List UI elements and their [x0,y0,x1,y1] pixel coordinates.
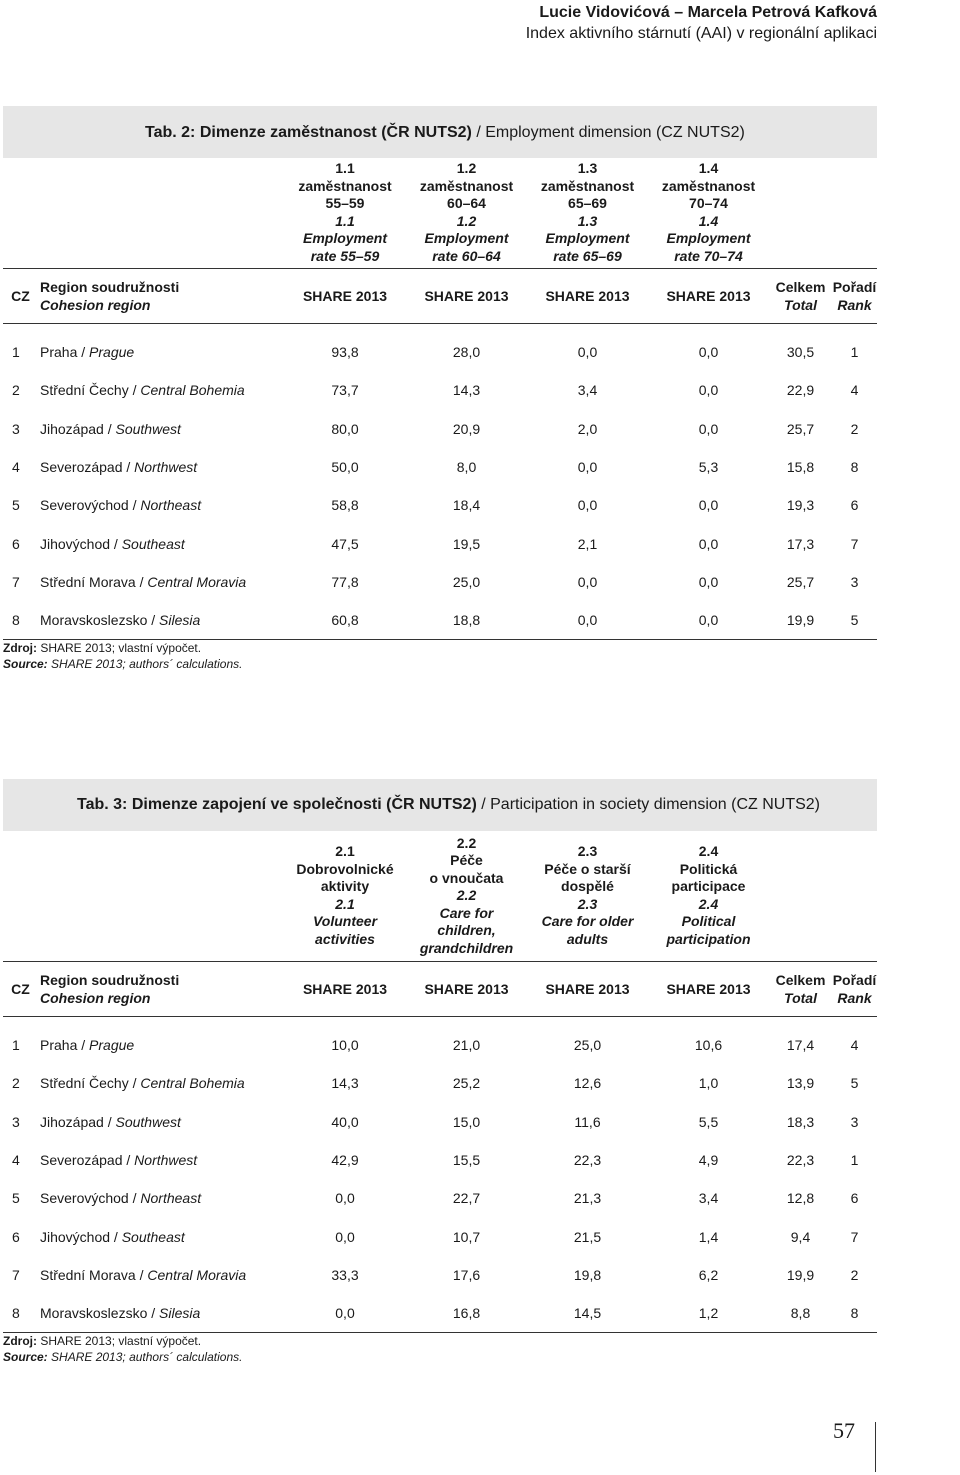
rank-value: 6 [850,497,859,514]
indicator-value: 0,0 [335,1228,355,1245]
table2-source-en [3,656,242,672]
total-value: 17,3 [786,535,815,552]
indicator-value: 0,0 [335,1190,355,1207]
region-name [38,1256,284,1294]
indicator-value: 0,0 [698,344,719,361]
rank-value: 8 [850,459,859,476]
indicator-value: 10,0 [331,1037,359,1054]
table-row [3,601,877,639]
indicator-value: 19,5 [452,535,481,552]
indicator-value: 0,0 [698,573,719,590]
region-name-cz: Jihovýchod / [40,1228,122,1245]
rank-header-en: Rank [837,989,872,1006]
indicator-label-en: Volunteer [312,913,378,930]
rank-value: 8 [832,1294,877,1332]
indicator-label-en: adults [566,930,609,947]
rank-header-en: Rank [837,296,872,313]
indicator-value: 25,0 [452,573,481,590]
row-number: 7 [12,573,20,590]
indicator-value: 12,6 [573,1075,602,1092]
indicator-age-en: rate 60–64 [432,247,501,264]
region-name-cz: Praha / [40,344,90,361]
table2 [3,158,877,640]
indicator-value: 10,6 [694,1037,723,1054]
indicator-code-en: 1.4 [698,212,719,229]
table2-indicator-1 [284,158,406,268]
row-number: 4 [12,1152,20,1169]
total-value: 12,8 [786,1190,815,1207]
table2-source-2: SHARE 2013 [406,268,527,323]
table2-indicator-header-row [3,158,877,268]
table3-rank-header [832,961,877,1016]
region-name-cz: Střední Morava / [40,1266,148,1283]
indicator-name-en: Employment [666,230,751,247]
total-value: 18,3 [786,1113,815,1130]
indicator-value: 77,8 [331,573,359,590]
region-name [38,1179,284,1217]
region-name [38,524,284,562]
table2-source-note [3,640,242,672]
table3-source-1: SHARE 2013 [284,961,406,1016]
table3-indicator-4 [648,831,769,961]
indicator-code: 1.2 [456,160,477,177]
table2-indicator-3 [527,158,648,268]
row-number: 4 [12,459,20,476]
indicator-code: 1.3 [577,160,598,177]
indicator-label-cz: participace [671,878,746,895]
rank-value: 6 [850,1190,859,1207]
indicator-label-en: activities [315,930,375,947]
rank-value: 4 [850,1037,859,1054]
indicator-value: 40,0 [331,1113,359,1130]
region-name [38,371,284,409]
table2-indicator-2 [406,158,527,268]
indicator-value: 33,3 [331,1266,359,1283]
indicator-value: 1,2 [648,1294,769,1332]
indicator-value: 10,7 [452,1228,481,1245]
table2-source-cz [3,640,242,656]
indicator-age: 60–64 [447,195,486,212]
indicator-code: 1.4 [698,160,719,177]
indicator-age: 70–74 [689,195,728,212]
table3-source-4: SHARE 2013 [648,961,769,1016]
total-value: 19,9 [786,1266,815,1283]
region-name-en: Northeast [140,497,202,514]
table3-body [3,1016,877,1332]
indicator-name: zaměstnanost [298,177,392,194]
indicator-value: 0,0 [577,573,598,590]
total-value: 22,3 [786,1152,815,1169]
table3-source-3: SHARE 2013 [527,961,648,1016]
row-number: 2 [12,382,20,399]
table2-caption-title: Tab. 2: Dimenze zaměstnanost (ČR NUTS2) [145,124,472,141]
indicator-name: zaměstnanost [661,177,756,194]
running-head-title: Index aktivního stárnutí (AAI) v regionální aplikaci [525,25,877,42]
rank-value: 7 [850,535,859,552]
region-name [38,601,284,639]
indicator-label-en: Political [681,913,736,930]
indicator-value: 21,5 [573,1228,602,1245]
table2-region-header [38,268,284,323]
table2-total-header [769,268,832,323]
rank-header-cz: Pořadí [832,278,877,295]
table-row [3,410,877,448]
indicator-value: 14,3 [331,1075,359,1092]
indicator-label-en: 2.4 [698,895,719,912]
region-name-en: Northwest [134,1152,198,1169]
indicator-value: 0,0 [698,420,719,437]
row-number: 3 [12,420,20,437]
row-number: 5 [12,497,20,514]
indicator-value: 3,4 [577,382,598,399]
source-cz-text: SHARE 2013; vlastní výpočet. [37,641,202,655]
table3-total-header [769,961,832,1016]
indicator-label-en: children, [437,922,496,938]
indicator-value: 18,8 [406,601,527,639]
table2-column-header-row [3,268,877,323]
region-name-en: Northeast [140,1190,202,1207]
table3-cz-header: CZ [3,961,38,1016]
table3-column-header-row [3,961,877,1016]
indicator-code-en: 1.1 [335,212,355,229]
indicator-label-cz: aktivity [320,878,370,895]
table-row [3,448,877,486]
region-name-cz: Severozápad / [40,459,135,476]
table-row [3,323,877,371]
table3-region-header [38,961,284,1016]
table3-indicator-header-row [3,831,877,961]
rank-value: 2 [850,1266,859,1283]
indicator-value: 0,0 [577,344,598,361]
table3-indicator-3 [527,831,648,961]
region-name-cz: Praha / [40,1037,90,1054]
region-name-cz: Moravskoslezsko / [40,1304,160,1321]
table3-caption [3,779,877,831]
indicator-label-cz: 2.2 [456,834,477,851]
page-number-rule [875,1422,876,1472]
table-row [3,524,877,562]
indicator-value: 2,1 [577,535,598,552]
total-header-en: Total [784,296,817,313]
table-row [3,563,877,601]
indicator-label-cz: 2.3 [577,843,598,860]
rank-value: 4 [850,382,859,399]
region-name-en: Southwest [115,420,181,437]
indicator-code-en: 1.2 [456,212,477,229]
indicator-age-en: rate 70–74 [674,247,743,264]
row-number: 6 [12,535,20,552]
indicator-value: 0,0 [527,601,648,639]
rank-value: 5 [832,601,877,639]
table-row [3,1179,877,1217]
indicator-code-en: 1.3 [577,212,598,229]
indicator-label-cz: dospělé [561,878,614,895]
table-row [3,1016,877,1064]
indicator-value: 3,4 [698,1190,719,1207]
source-cz-text: SHARE 2013; vlastní výpočet. [37,1334,202,1348]
region-name-cz: Moravskoslezsko / [40,611,160,628]
row-number: 3 [12,1113,20,1130]
indicator-value: 0,0 [698,382,719,399]
row-number: 6 [12,1228,20,1245]
region-name-en: Central Bohemia [140,1075,245,1092]
region-name [38,1294,284,1332]
rank-value: 3 [850,1113,859,1130]
indicator-value: 5,5 [698,1113,719,1130]
indicator-value: 11,6 [574,1113,601,1130]
rank-value: 2 [850,420,859,437]
indicator-value: 20,9 [452,420,481,437]
indicator-value: 0,0 [577,497,598,514]
indicator-value: 28,0 [452,344,481,361]
indicator-code: 1.1 [335,160,355,177]
indicator-name-en: Employment [545,230,630,247]
indicator-age: 65–69 [568,195,607,212]
total-value: 17,4 [786,1037,815,1054]
indicator-age-en: rate 55–59 [310,247,380,264]
indicator-label-cz: Péče o starší [544,860,631,877]
indicator-value: 21,0 [452,1037,481,1054]
indicator-value: 14,5 [527,1294,648,1332]
indicator-value: 25,0 [573,1037,602,1054]
table-row [3,371,877,409]
total-value: 9,4 [790,1228,811,1245]
indicator-label-cz: Péče [450,852,483,868]
table-row [3,1294,877,1332]
table2-source-1: SHARE 2013 [284,268,406,323]
indicator-label-cz: Dobrovolnické [296,860,394,877]
region-header-en: Cohesion region [40,989,151,1006]
indicator-value: 8,0 [456,459,477,476]
region-name [38,410,284,448]
total-value: 15,8 [786,459,815,476]
table-row [3,1103,877,1141]
indicator-value: 0,0 [284,1294,406,1332]
indicator-value: 47,5 [331,535,359,552]
source-cz-label: Zdroj: [3,641,37,655]
table3-indicator-1 [284,831,406,961]
total-value: 25,7 [786,420,815,437]
row-number: 1 [12,344,20,361]
region-name [38,486,284,524]
table3-caption-title: Tab. 3: Dimenze zapojení ve společnosti (ČR NUTS2) [77,796,477,813]
total-header-en: Total [784,989,817,1006]
source-en-label: Source: [3,657,48,671]
region-name [38,448,284,486]
indicator-value: 0,0 [577,459,598,476]
region-name-cz: Jihozápad / [40,420,116,437]
indicator-value: 14,3 [452,382,481,399]
total-value: 13,9 [786,1075,815,1092]
table-row [3,1256,877,1294]
region-name [38,323,284,371]
rank-header-cz: Pořadí [832,971,877,988]
indicator-label-en: 2.3 [577,895,598,912]
indicator-value: 50,0 [331,459,359,476]
table-row [3,1141,877,1179]
region-name [38,1217,284,1255]
indicator-label-cz: 2.4 [698,843,719,860]
table-row [3,1217,877,1255]
row-number: 8 [3,1294,38,1332]
region-name-cz: Severovýchod / [40,1190,141,1207]
table-row [3,1064,877,1102]
indicator-label-en: Care for older [541,913,634,930]
indicator-name-en: Employment [424,230,509,247]
indicator-value: 42,9 [331,1152,359,1169]
indicator-label-en: Care for [439,904,494,921]
region-name-en: Silesia [159,1304,201,1321]
indicator-age-en: rate 65–69 [553,247,622,264]
table2-caption-subtitle: / Employment dimension (CZ NUTS2) [471,124,745,141]
indicator-label-en: 2.1 [335,895,355,912]
region-name-en: Silesia [159,611,201,628]
row-number: 5 [12,1190,20,1207]
region-header-en: Cohesion region [40,296,151,313]
indicator-age: 55–59 [325,195,365,212]
indicator-value: 0,0 [698,535,719,552]
indicator-value: 2,0 [577,420,598,437]
total-value: 22,9 [786,382,815,399]
row-number: 8 [3,601,38,639]
total-value: 30,5 [786,344,815,361]
indicator-value: 4,9 [698,1152,719,1169]
indicator-label-cz: o vnoučata [429,869,504,886]
indicator-value: 80,0 [331,420,359,437]
table3-source-cz [3,1333,242,1349]
region-name-cz: Střední Čechy / [40,1075,141,1092]
region-name [38,563,284,601]
region-name-cz: Jihozápad / [40,1113,116,1130]
indicator-value: 5,3 [698,459,719,476]
running-head-authors: Lucie Vidovićová – Marcela Petrová Kafková [539,4,877,21]
region-header-cz: Region soudružnosti [40,278,180,295]
region-name-cz: Severozápad / [40,1152,135,1169]
region-name-en: Central Moravia [147,1266,247,1283]
region-name [38,1016,284,1064]
indicator-value: 15,5 [452,1152,481,1169]
region-name-en: Southwest [115,1113,181,1130]
region-header-cz: Region soudružnosti [40,971,180,988]
source-en-text: SHARE 2013; authors´ calculations. [47,657,243,671]
indicator-value: 60,8 [284,601,406,639]
indicator-value: 18,4 [452,497,481,514]
indicator-name: zaměstnanost [540,177,635,194]
table2-rank-header [832,268,877,323]
table2-indicator-4 [648,158,769,268]
region-name-en: Prague [89,344,135,361]
region-name [38,1103,284,1141]
total-value: 25,7 [786,573,815,590]
indicator-value: 17,6 [452,1266,481,1283]
row-number: 7 [12,1266,20,1283]
source-en-text: SHARE 2013; authors´ calculations. [47,1350,243,1364]
region-name-cz: Severovýchod / [40,497,141,514]
table2-caption [3,106,877,158]
table3-source-en [3,1349,242,1365]
table-row [3,486,877,524]
indicator-value: 21,3 [573,1190,602,1207]
rank-value: 5 [850,1075,859,1092]
region-name-cz: Jihovýchod / [40,535,122,552]
table3 [3,831,877,1333]
total-header-cz: Celkem [775,278,826,295]
indicator-label-cz: 2.1 [335,843,355,860]
indicator-name-en: Employment [302,230,387,247]
region-name-cz: Střední Čechy / [40,382,141,399]
table3-indicator-2 [406,831,527,961]
indicator-value: 25,2 [452,1075,481,1092]
region-name-en: Central Moravia [147,573,247,590]
region-name-en: Prague [89,1037,135,1054]
region-name [38,1064,284,1102]
table2-source-3: SHARE 2013 [527,268,648,323]
indicator-value: 19,8 [573,1266,602,1283]
indicator-value: 1,4 [698,1228,719,1245]
rank-value: 1 [850,1152,859,1169]
table2-body [3,323,877,639]
indicator-label-en: participation [666,930,751,947]
running-head [526,0,877,44]
indicator-value: 93,8 [331,344,359,361]
row-number: 1 [12,1037,20,1054]
indicator-value: 22,3 [573,1152,602,1169]
rank-value: 1 [850,344,859,361]
indicator-label-cz: Politická [679,860,738,877]
page-number: 57 [833,1418,855,1443]
table3-caption-subtitle: / Participation in society dimension (CZ NUTS2) [476,796,821,813]
indicator-value: 0,0 [698,497,719,514]
indicator-value: 6,2 [698,1266,719,1283]
table3-source-2: SHARE 2013 [406,961,527,1016]
rank-value: 7 [850,1228,859,1245]
region-name-en: Central Bohemia [140,382,245,399]
region-name [38,1141,284,1179]
rank-value: 3 [850,573,859,590]
indicator-value: 1,0 [698,1075,719,1092]
region-name-en: Southeast [121,535,185,552]
total-value: 19,3 [786,497,815,514]
indicator-label-en: grandchildren [419,939,514,956]
table3-source-note [3,1333,242,1365]
total-value: 19,9 [769,601,832,639]
indicator-value: 73,7 [331,382,359,399]
indicator-value: 16,8 [406,1294,527,1332]
indicator-value: 22,7 [452,1190,481,1207]
row-number: 2 [12,1075,20,1092]
source-cz-label: Zdroj: [3,1334,37,1348]
region-name-en: Southeast [121,1228,185,1245]
indicator-value: 58,8 [331,497,359,514]
indicator-label-en: 2.2 [456,887,477,903]
indicator-value: 0,0 [648,601,769,639]
table2-cz-header: CZ [3,268,38,323]
total-value: 8,8 [769,1294,832,1332]
indicator-name: zaměstnanost [419,177,514,194]
region-name-en: Northwest [134,459,198,476]
region-name-cz: Střední Morava / [40,573,148,590]
indicator-value: 15,0 [452,1113,481,1130]
source-en-label: Source: [3,1350,48,1364]
total-header-cz: Celkem [775,971,826,988]
table2-source-4: SHARE 2013 [648,268,769,323]
